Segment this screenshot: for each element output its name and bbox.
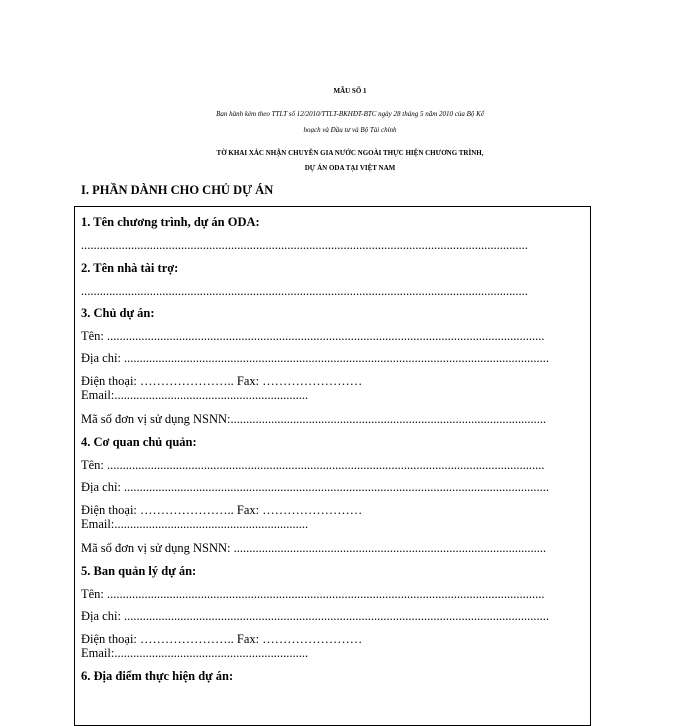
section-2-fill-line: ............................................................................................................................................... [81,284,528,298]
section-5-address-field: Địa chỉ: ........................................................................................................................................ [81,609,550,623]
subtitle-line-2: hoạch và Đầu tư và Bộ Tài chính [303,126,397,134]
section-3-email-field: Email:.............................................................. [81,388,309,402]
document-title-line-1: TỜ KHAI XÁC NHẬN CHUYÊN GIA NƯỚC NGOÀI THỰC HIỆN CHƯƠNG TRÌNH, [216,149,484,157]
section-5-heading: 5. Ban quản lý dự án: [81,564,197,578]
part1-heading: I. PHẦN DÀNH CHO CHỦ DỰ ÁN [81,183,274,197]
section-5-phone-fax-field: Điện thoại: ………………….. Fax: …………………… [81,632,363,646]
section-4-phone-fax-field: Điện thoại: ………………….. Fax: …………………… [81,503,363,517]
section-4-budget-code-field: Mã số đơn vị sử dụng NSNN: .................................................................................................... [81,541,547,555]
section-3-heading: 3. Chủ dự án: [81,306,155,320]
section-5-name-field: Tên: ............................................................................................................................................ [81,587,545,601]
document-title-line-2: DỰ ÁN ODA TẠI VIỆT NAM [304,164,396,172]
section-5-email-field: Email:.............................................................. [81,646,309,660]
section-6-heading: 6. Địa điểm thực hiện dự án: [81,669,234,683]
section-1-heading: 1. Tên chương trình, dự án ODA: [81,215,260,229]
section-3-name-field: Tên: ............................................................................................................................................ [81,329,545,343]
section-4-heading: 4. Cơ quan chủ quản: [81,435,197,449]
form-number: MẪU SỐ 1 [333,87,367,95]
section-4-email-field: Email:.............................................................. [81,517,309,531]
section-3-address-field: Địa chỉ: ........................................................................................................................................ [81,351,550,365]
section-4-name-field: Tên: ............................................................................................................................................ [81,458,545,472]
section-3-budget-code-field: Mã số đơn vị sử dụng NSNN:..................................................................................................... [81,412,547,426]
subtitle-line-1: Ban hành kèm theo TTLT số 12/2010/TTLT-BKHĐT-BTC ngày 28 tháng 5 năm 2010 của Bộ Kế [216,110,484,118]
section-3-phone-fax-field: Điện thoại: ………………….. Fax: …………………… [81,374,363,388]
section-2-heading: 2. Tên nhà tài trợ: [81,261,179,275]
section-4-address-field: Địa chỉ: ........................................................................................................................................ [81,480,550,494]
section-1-fill-line: ............................................................................................................................................... [81,238,528,252]
